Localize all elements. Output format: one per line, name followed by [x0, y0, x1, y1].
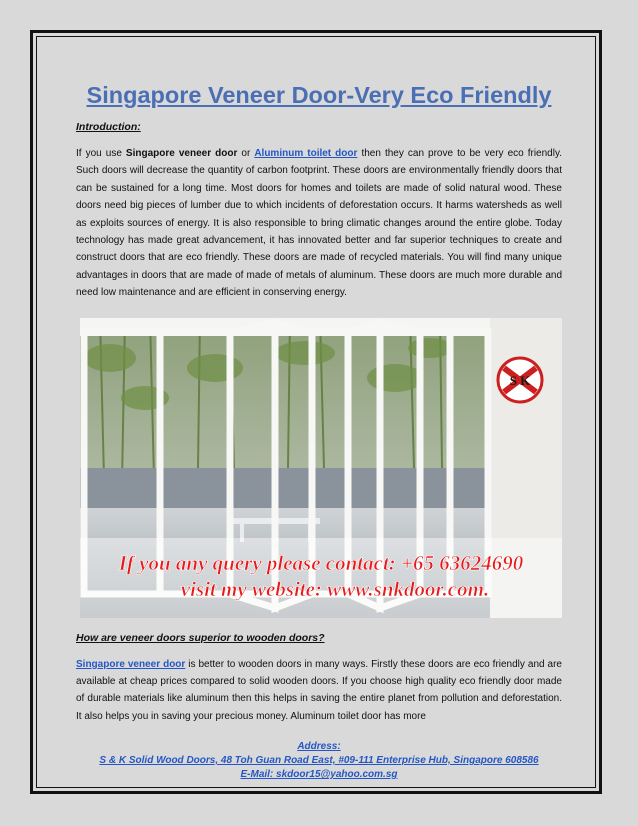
logo-text: S K: [509, 372, 531, 388]
intro-text-start: If you use: [76, 148, 126, 159]
door-photo: [80, 318, 562, 618]
footer-email[interactable]: E-Mail: skdoor15@yahoo.com.sg: [240, 769, 398, 780]
page-title: Singapore Veneer Door-Very Eco Friendly: [86, 82, 552, 108]
overlay-contact-text: If you any query please contact: +65 63624690: [118, 550, 524, 575]
footer-address-label: Address:: [297, 741, 341, 752]
footer-address: S & K Solid Wood Doors, 48 Toh Guan Road East, #09-111 Enterprise Hub, Singapore 608586: [99, 755, 539, 766]
section2-text-rest: is better to wooden doors in many ways. Firstly these doors are eco friendly and are available at cheap prices compared to solid wooden doors. If you choose high quality eco friendly door made of durable materials like aluminum then this helps in saving the entire planet from pollution and deforestation. It also helps you in saving your precious money. Aluminum toilet door has more: [76, 658, 562, 722]
singapore-veneer-door-link[interactable]: Singapore veneer door: [76, 658, 186, 670]
overlay-website-text: visit my website: www.snkdoor.com.: [180, 576, 490, 601]
intro-text-or: or: [237, 148, 255, 159]
section2-paragraph: [76, 656, 562, 726]
page-footer: [76, 740, 562, 782]
stone-wall: [80, 468, 490, 508]
door-photo-illustration: [80, 318, 562, 618]
section2-heading: How are veneer doors superior to wooden doors?: [76, 631, 325, 644]
intro-paragraph: [76, 145, 562, 302]
intro-bold-term: Singapore veneer door: [125, 148, 238, 159]
intro-text-rest: then they can prove to be very eco friendly. Such doors will decrease the quantity of carbon footprint. These doors are environmentally friendly doors that can be sustained for a long time. Most doors for homes and toilets are made of solid natural wood. These doors need big pieces of lumber due to which incidents of deforestation occurs. It harms watersheds as well as exploits sources of energy. It is also responsible to bring climatic changes around the entire globe. Today technology has made great advancement, it has innovated better and far superior techniques to create and construct doors that are eco friendly. These doors are made of recycled materials. You will find many unique advantages in doors that are made of made of metals of aluminum. These doors are much more durable and need low maintenance and are efficient in conserving energy.: [76, 148, 562, 299]
intro-heading: Introduction:: [76, 121, 141, 133]
brand-logo: [498, 358, 542, 402]
document-content: [76, 76, 562, 725]
aluminum-toilet-door-link[interactable]: Aluminum toilet door: [254, 148, 358, 159]
